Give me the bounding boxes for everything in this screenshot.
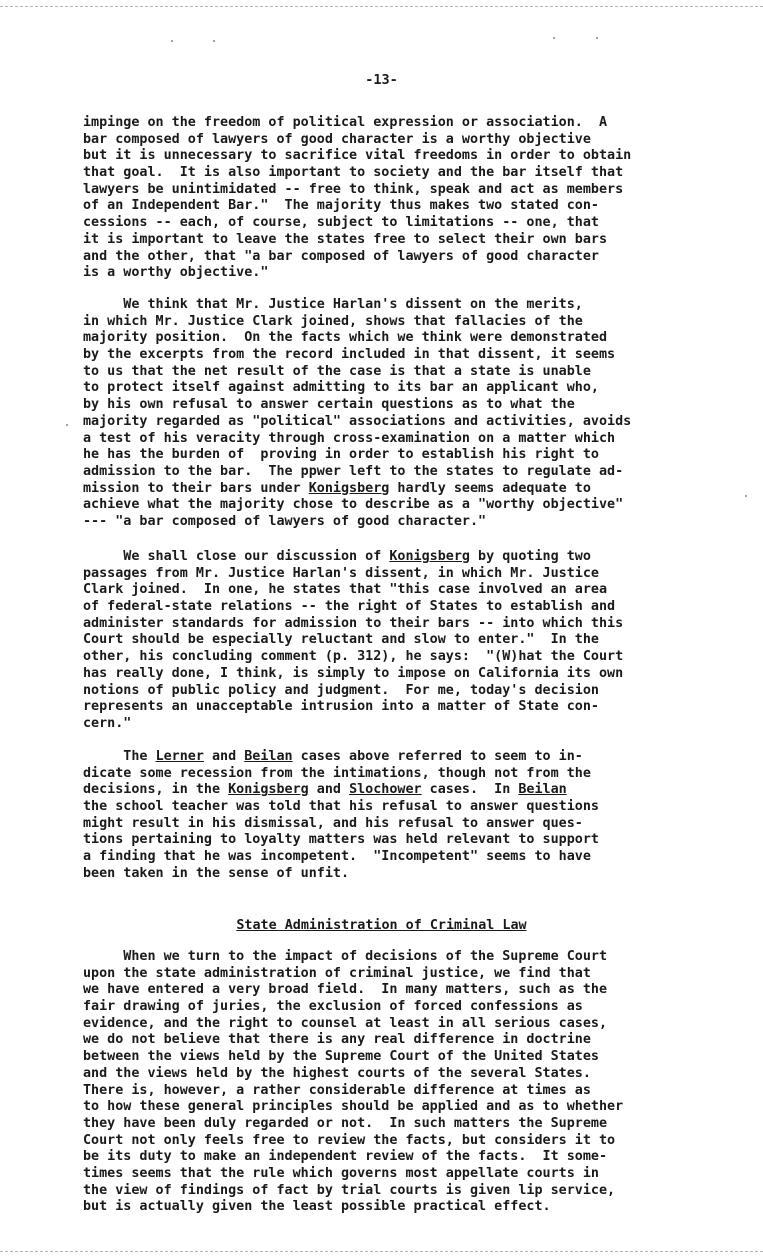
text-line: he has the burden of proving in order to establish his right to [83,447,599,463]
text-line: Court should be especially reluctant and slow to enter." In the [83,632,599,648]
section-heading: State Administration of Criminal Law [236,918,527,933]
text-line: upon the state administration of criminal justice, we find that [83,965,591,981]
text-line: notions of public policy and judgment. For me, today's decision [83,682,599,698]
text-line: and the views held by the highest courts of the several States. [83,1065,591,1081]
text-line: We think that Mr. Justice Harlan's dissent on the merits, [83,297,583,312]
text-line: There is, however, a rather considerable difference at times as [83,1082,591,1098]
text-line: that goal. It is also important to society and the bar itself that [83,165,624,181]
text-line: to us that the net result of the case is that a state is unable [83,363,591,379]
text-line: to protect itself against admitting to its bar an applicant who, [83,380,599,396]
text-line: cern." [83,715,132,731]
scan-speck [213,40,215,42]
scan-speck [66,424,68,426]
text-line: of an Independent Bar." The majority thus makes two stated con- [83,198,599,214]
text-line: --- "a bar composed of lawyers of good character." [83,513,487,529]
text-line: Court not only feels free to review the facts, but considers it to [83,1132,616,1148]
paragraph-3 [83,549,713,733]
text-line: we have entered a very broad field. In many matters, such as the [83,982,608,998]
case-name: Beilan [244,749,293,764]
text-line: other, his concluding comment (p. 312), he says: "(W)hat the Court [83,649,624,665]
section-paragraph [83,949,713,1216]
text-line: in which Mr. Justice Clark joined, shows that fallacies of the [83,313,583,329]
case-name: Slochower [349,782,422,798]
text-line: we do not believe that there is any real difference in doctrine [83,1032,591,1048]
text-line: been taken in the sense of unfit. [83,865,350,881]
text-line: of federal-state relations -- the right of States to establish and [83,599,616,615]
paragraph-4 [83,749,713,883]
text-line: evidence, and the right to counsel at least in all serious cases, [83,1015,608,1031]
text-line: We shall close our discussion of Konigsberg by quoting two [83,549,591,564]
text-line: passages from Mr. Justice Harlan's dissent, in which Mr. Justice [83,565,599,581]
text-line: the school teacher was told that his refusal to answer questions [83,799,599,815]
scan-speck [553,37,555,39]
text-line: lawyers be unintimidated -- free to think, speak and act as members [83,181,624,197]
text-line: has really done, I think, is simply to impose on California its own [83,665,624,681]
text-line: between the views held by the Supreme Court of the United States [83,1049,599,1065]
text-line: but it is unnecessary to sacrifice vital freedoms in order to obtain [83,148,632,164]
scan-speck [745,495,747,497]
case-name: Konigsberg [389,549,470,564]
text-line: by the excerpts from the record included in that dissent, it seems [83,347,616,363]
text-line: impinge on the freedom of political expression or association. A [83,115,608,130]
text-line: it is important to leave the states free to select their own bars [83,231,608,247]
text-line: achieve what the majority chose to describe as a "worthy objective" [83,497,624,513]
text-line: admission to the bar. The ppwer left to the states to regulate ad- [83,463,624,479]
text-line: the view of findings of fact by trial courts is given lip service, [83,1182,616,1198]
text-line: to how these general principles should be applied and as to whether [83,1099,624,1115]
text-line: fair drawing of juries, the exclusion of forced confessions as [83,999,583,1015]
case-name: Konigsberg [308,480,390,496]
text-line: represents an unacceptable intrusion into a matter of State con- [83,699,599,715]
text-line: by his own refusal to answer certain questions as to what the [83,397,575,413]
text-line: dicate some recession from the intimations, though not from the [83,765,591,781]
text-line: tions pertaining to loyalty matters was held relevant to support [83,832,599,848]
case-name: Beilan [518,782,567,798]
paragraph-1 [83,115,713,282]
case-name: Konigsberg [228,782,309,798]
text-line: Clark joined. In one, he states that "this case involved an area [83,582,608,598]
text-line: and the other, that "a bar composed of lawyers of good character [83,248,599,264]
scan-speck [171,40,173,42]
text-line: decisions, in the Konigsberg and Slochower cases. In Beilan [83,782,567,798]
text-line: The Lerner and Beilan cases above referred to seem to in- [83,749,583,764]
text-line: a finding that he was incompetent. "Incompetent" seems to have [83,849,591,865]
text-line: When we turn to the impact of decisions of the Supreme Court [83,949,608,964]
bottom-dashed-rule [0,1251,763,1252]
text-line: might result in his dismissal, and his refusal to answer ques- [83,815,583,831]
text-line: be its duty to make an independent review of the facts. It some- [83,1149,608,1165]
case-name: Lerner [155,749,204,764]
scan-speck [596,37,598,39]
text-line: administer standards for admission to their bars -- into which this [83,615,624,631]
text-line: a test of his veracity through cross-examination on a matter which [83,430,616,446]
top-dashed-rule [0,6,763,7]
text-line: bar composed of lawyers of good character is a worthy objective [83,131,591,147]
text-line: is a worthy objective." [83,265,269,281]
text-line: majority position. On the facts which we think were demonstrated [83,330,608,346]
text-line: mission to their bars under Konigsberg hardly seems adequate to [83,480,591,496]
text-line: but is actually given the least possible practical effect. [83,1199,551,1215]
text-line: times seems that the rule which governs most appellate courts in [83,1165,599,1181]
text-line: majority regarded as "political" associations and activities, avoids [83,413,632,429]
text-line: they have been duly regarded or not. In such matters the Supreme [83,1115,608,1131]
text-line: cessions -- each, of course, subject to limitations -- one, that [83,215,599,231]
paragraph-2 [83,297,713,531]
page-number: -13- [365,72,398,88]
